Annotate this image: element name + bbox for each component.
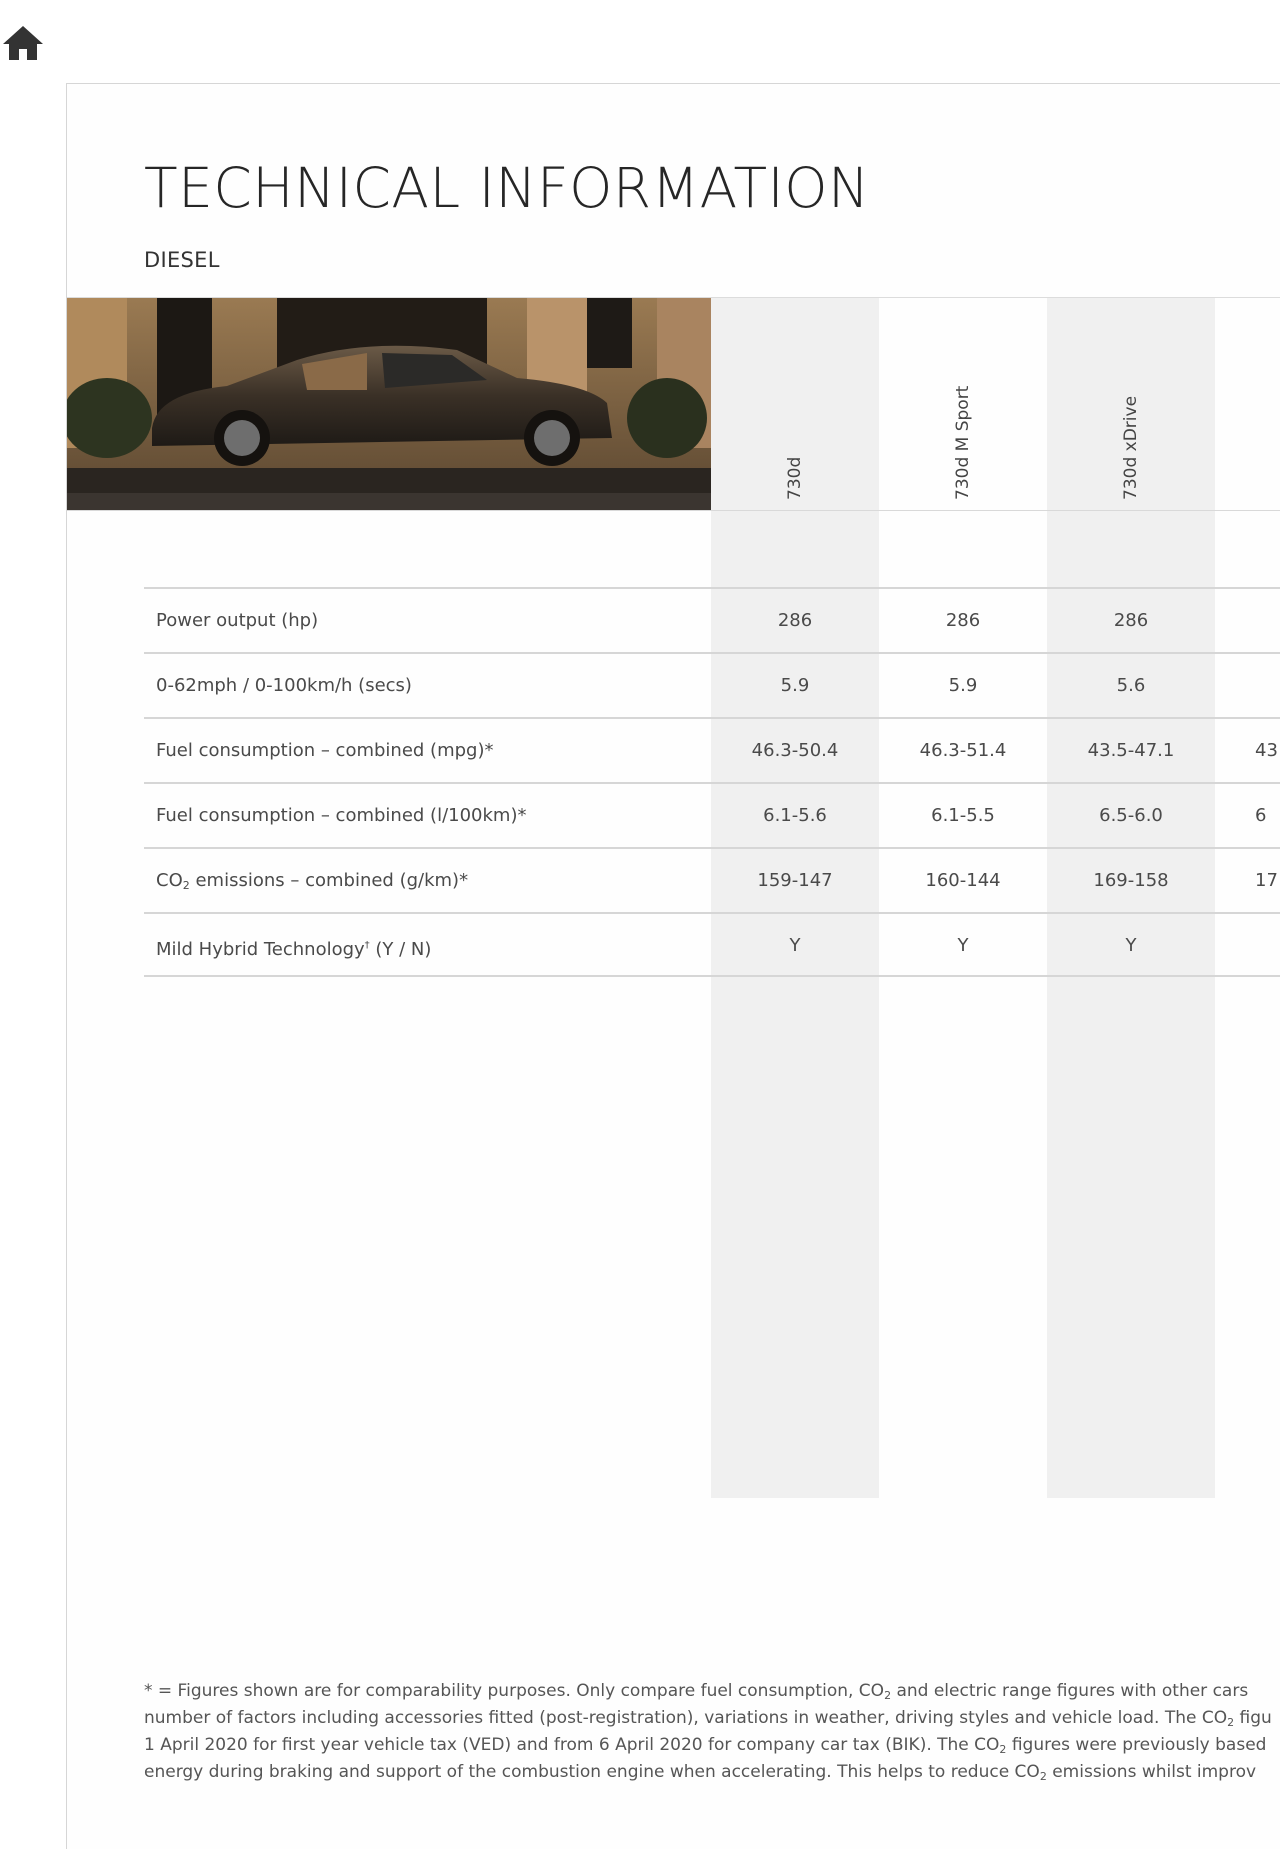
footnote-line xyxy=(144,1680,1280,1707)
row-label-text: CO xyxy=(156,870,183,891)
divider xyxy=(67,510,1280,511)
subscript: 2 xyxy=(884,1689,892,1702)
home-icon xyxy=(0,20,46,66)
footnote-text: figures were previously based xyxy=(1006,1735,1267,1755)
table-cell: 159-147 xyxy=(757,870,833,891)
car-photo xyxy=(67,298,711,510)
table-cell: 6.1-5.5 xyxy=(931,805,995,826)
table-cell: 286 xyxy=(1113,610,1149,631)
row-label: Fuel consumption – combined (mpg)* xyxy=(156,740,494,761)
footnote-text: emissions whilst improv xyxy=(1046,1762,1257,1782)
table-row xyxy=(144,912,1280,977)
table-cell: Y xyxy=(957,935,969,956)
footnote-line xyxy=(144,1707,1280,1734)
row-label: 0-62mph / 0-100km/h (secs) xyxy=(156,675,412,696)
table-cell: 286 xyxy=(945,610,981,631)
footnote-text: figu xyxy=(1234,1708,1272,1728)
table-cell: 5.9 xyxy=(948,675,978,696)
subscript: 2 xyxy=(999,1743,1007,1756)
table-cell: 169-158 xyxy=(1093,870,1169,891)
column-header xyxy=(711,298,879,510)
footnote-line xyxy=(144,1761,1280,1788)
subscript: 2 xyxy=(182,879,190,892)
spec-table xyxy=(144,587,1280,977)
page-title: TECHNICAL INFORMATION xyxy=(144,156,870,220)
table-cell: 6 xyxy=(1255,805,1267,826)
car-photo-illustration xyxy=(67,298,711,510)
row-label-text: (Y / N) xyxy=(369,939,432,960)
subscript: 2 xyxy=(1039,1770,1047,1783)
table-cell: 43 xyxy=(1255,740,1278,761)
footnote-text: number of factors including accessories fitted (post-registration), variations in weather, driving styles and vehicle load. The CO xyxy=(144,1708,1228,1728)
page-subtitle: DIESEL xyxy=(144,248,220,272)
superscript: † xyxy=(364,940,370,951)
row-label-text: Mild Hybrid Technology xyxy=(156,939,365,960)
row-label: Fuel consumption – combined (l/100km)* xyxy=(156,805,527,826)
table-cell: 6.5-6.0 xyxy=(1099,805,1163,826)
footnote-line xyxy=(144,1734,1280,1761)
column-header xyxy=(1047,298,1215,510)
footnote xyxy=(144,1680,1280,1788)
table-cell: 5.9 xyxy=(780,675,810,696)
table-row xyxy=(144,847,1280,912)
table-cell: 46.3-51.4 xyxy=(919,740,1007,761)
table-cell: Y xyxy=(1125,935,1137,956)
footnote-text: * = Figures shown are for comparability purposes. Only compare fuel consumption, CO xyxy=(144,1681,885,1701)
table-cell: Y xyxy=(789,935,801,956)
column-header-label: 730d M Sport xyxy=(953,385,973,500)
row-label: Power output (hp) xyxy=(156,610,319,631)
table-row xyxy=(144,587,1280,652)
footnote-text: and electric range figures with other cars xyxy=(891,1681,1249,1701)
table-cell: 6.1-5.6 xyxy=(763,805,827,826)
table-cell: 5.6 xyxy=(1116,675,1146,696)
footnote-text: 1 April 2020 for first year vehicle tax (VED) and from 6 April 2020 for company car tax (BIK). The CO xyxy=(144,1735,1000,1755)
table-row xyxy=(144,782,1280,847)
row-label xyxy=(156,914,431,977)
column-header-label: 730d xyxy=(785,456,805,500)
subscript: 2 xyxy=(1227,1716,1235,1729)
document-page xyxy=(66,83,1280,1849)
row-label-text: emissions – combined (g/km)* xyxy=(189,870,469,891)
table-cell: 43.5-47.1 xyxy=(1087,740,1175,761)
column-header-label: 730d xDrive xyxy=(1121,395,1141,500)
table-row xyxy=(144,652,1280,717)
table-row xyxy=(144,717,1280,782)
footnote-text: energy during braking and support of the combustion engine when accelerating. This helps to reduce CO xyxy=(144,1762,1040,1782)
table-cell: 286 xyxy=(777,610,813,631)
table-cell: 46.3-50.4 xyxy=(751,740,839,761)
column-header xyxy=(879,298,1047,510)
table-cell: 160-144 xyxy=(925,870,1001,891)
table-cell: 17 xyxy=(1255,870,1278,891)
home-button[interactable] xyxy=(0,20,46,66)
row-label xyxy=(156,849,468,912)
